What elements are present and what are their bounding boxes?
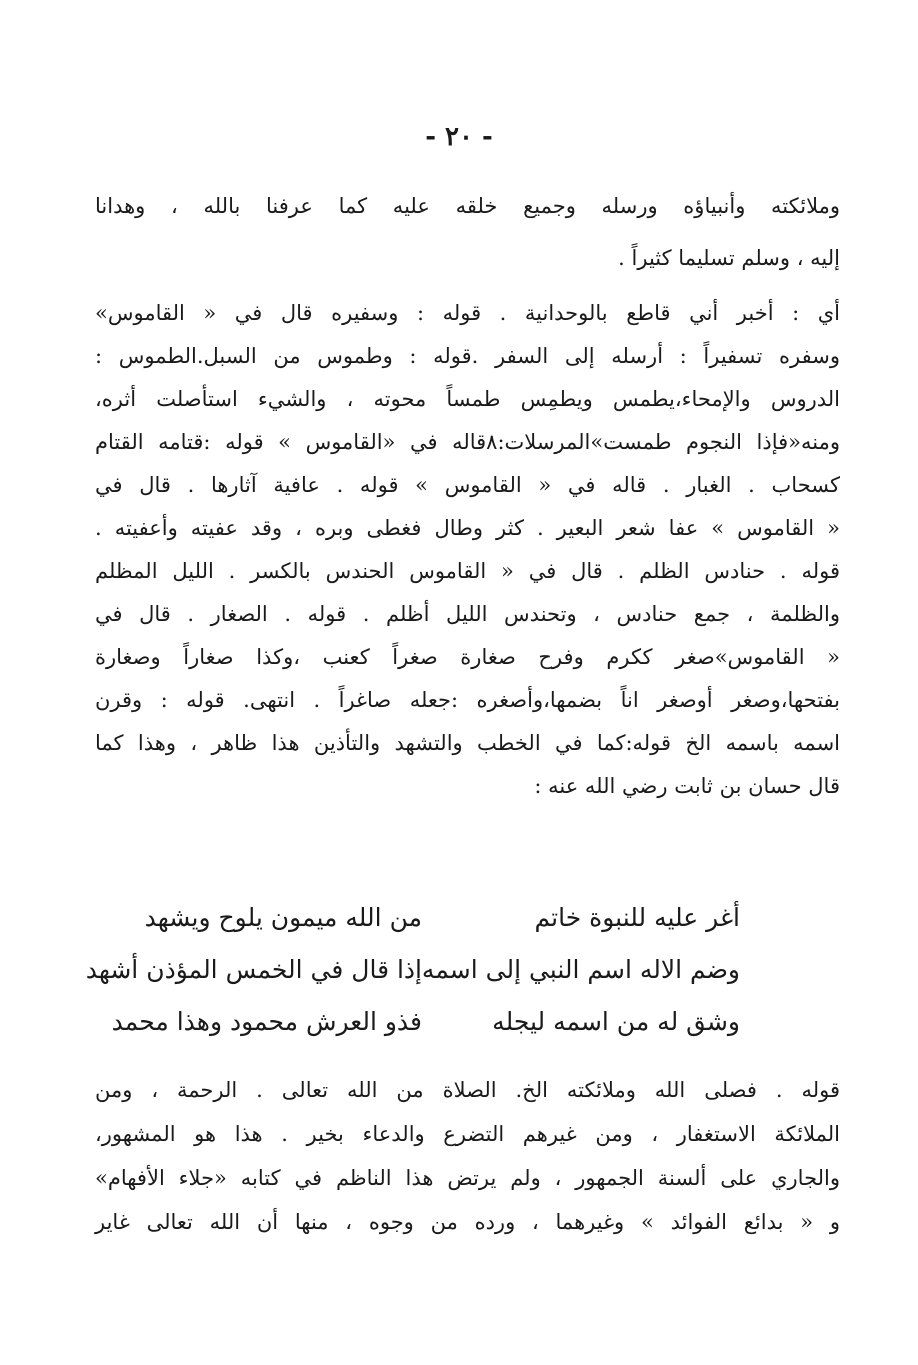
text-line: والجاري على ألسنة الجمهور ، ولم يرتض هذا الناظم في كتابه «جلاء الأفهام» <box>95 1166 840 1190</box>
text-line: الملائكة الاستغفار ، ومن غيرهم التضرع والدعاء بخير . هذا هو المشهور، <box>95 1122 840 1146</box>
commentary-paragraph <box>95 292 840 808</box>
text-line: « القاموس » عفا شعر البعير . كثر وطال فغطى وبره ، وقد عفيته وأعفيته . <box>95 516 840 540</box>
verse-first-hemistich: وضم الاله اسم النبي إلى اسمه <box>421 955 740 984</box>
text-line: كسحاب . الغبار . قاله في « القاموس » قوله . عافية آثارها . قال في <box>95 473 840 497</box>
text-line: و « بدائع الفوائد » وغيرهما ، ورده من وجوه ، منها أن الله تعالى غاير <box>95 1210 840 1234</box>
text-line: « القاموس»صغر ككرم وفرح صغارة صغراً كعنب ،وكذا صغاراً وصغارة <box>95 645 840 669</box>
intro-paragraph <box>95 180 840 284</box>
text-line: اسمه باسمه الخ قوله:كما في الخطب والتشهد والتأذين هذا ظاهر ، وهذا كما <box>95 731 840 755</box>
text-line: وملائكته وأنبياؤه ورسله وجميع خلقه عليه كما عرفنا بالله ، وهدانا <box>95 194 840 218</box>
text-line: قوله . فصلى الله وملائكته الخ. الصلاة من الله تعالى . الرحمة ، ومن <box>95 1078 840 1102</box>
poem-verse <box>144 892 740 944</box>
verse-second-hemistich: من الله ميمون يلوح ويشهد <box>144 903 422 932</box>
text-line: ومنه«فإذا النجوم طمست»المرسلات:٨قاله في «القاموس » قوله :قتامه القتام <box>95 430 840 454</box>
closing-paragraph <box>95 1068 840 1244</box>
text-line: الدروس والإمحاء،يطمس ويطمِس طمساً محوته ، والشيء استأصلت أثره، <box>95 387 840 411</box>
poem <box>85 892 740 1048</box>
verse-first-hemistich: أغر عليه للنبوة خاتم <box>534 903 740 932</box>
poem-verse <box>85 944 740 996</box>
text-line: وسفره تسفيراً : أرسله إلى السفر .قوله : وطموس من السبل.الطموس : <box>95 344 840 368</box>
verse-second-hemistich: إذا قال في الخمس المؤذن أشهد <box>85 955 422 984</box>
poem-verse <box>111 996 740 1048</box>
text-line: بفتحها،وصغر أوصغر اناً بضمها،وأصغره :جعله صاغراً . انتهى. قوله : وقرن <box>95 688 840 712</box>
text-line: والظلمة ، جمع حنادس ، وتحندس الليل أظلم . قوله . الصغار . قال في <box>95 602 840 626</box>
page-number: - ٢٠ - <box>425 122 493 152</box>
verse-second-hemistich: فذو العرش محمود وهذا محمد <box>111 1007 422 1036</box>
text-line: قال حسان بن ثابت رضي الله عنه : <box>534 774 840 798</box>
text-line: أي : أخبر أني قاطع بالوحدانية . قوله : وسفيره قال في « القاموس» <box>95 301 840 325</box>
text-line: إليه ، وسلم تسليما كثيراً . <box>618 246 840 270</box>
verse-first-hemistich: وشق له من اسمه ليجله <box>492 1007 740 1036</box>
text-line: قوله . حنادس الظلم . قال في « القاموس الحندس بالكسر . الليل المظلم <box>95 559 840 583</box>
